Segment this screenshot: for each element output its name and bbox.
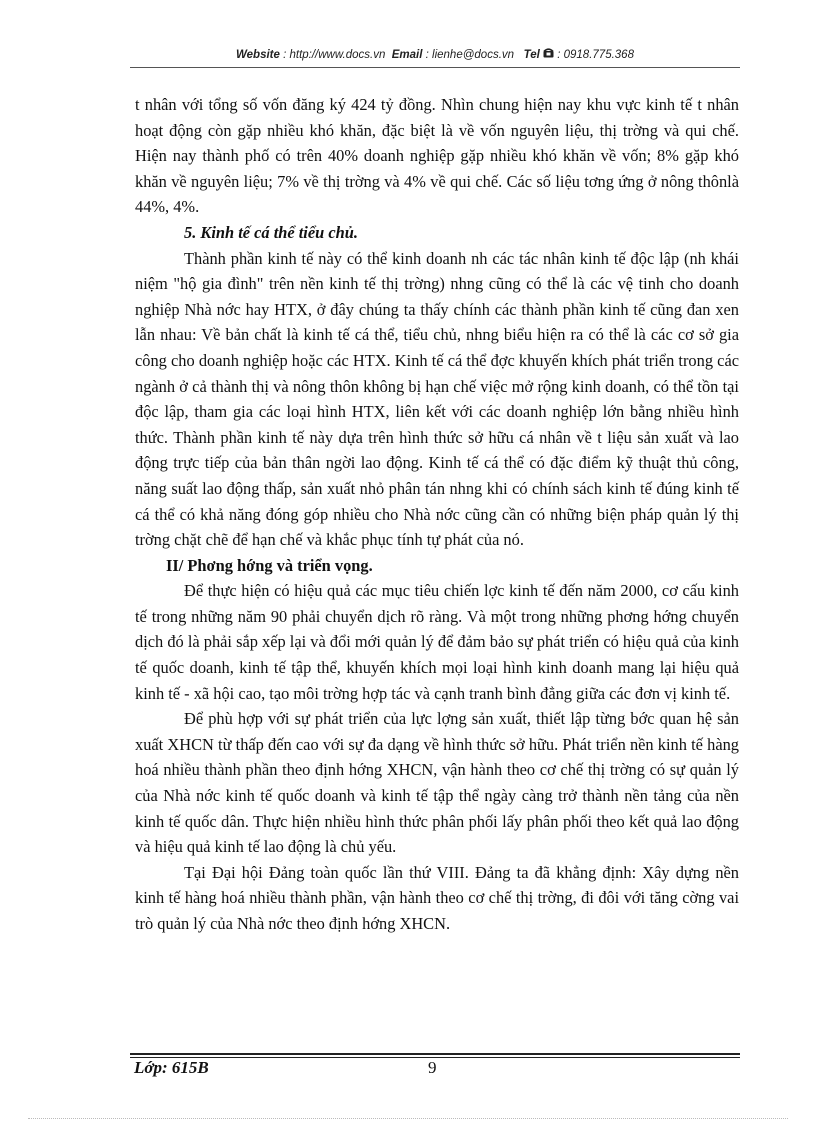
document-body: [135, 92, 739, 937]
paragraph-production-relations: Để phù hợp với sự phát triển của lực lợng sản xuất, thiết lập từng bớc quan hệ sản xuất XHCN từ thấp đến cao với sự đa dạng về hình thức sở hữu. Phát triển nền kinh tế hàng hoá nhiều thành phần theo định hớng XHCN, vận hành theo cơ chế thị trờng có sự quản lý của Nhà nớc kinh tế quốc doanh và kinh tế tập thể ngày càng trở thành nền tảng của nền kinh tế quốc dân. Thực hiện nhiều hình thức phân phối lấy phân phối theo kết quả lao động và hiệu quả kinh tế lao động là chủ yếu.: [135, 709, 739, 857]
section-heading-individual-economy: 5. Kinh tế cá thể tiểu chủ.: [184, 222, 358, 242]
paragraph-party-congress: Tại Đại hội Đảng toàn quốc lần thứ VIII. Đảng ta đã khẳng định: Xây dựng nền kinh tế hàng hoá nhiều thành phần, vận hành theo cơ chế thị trờng, đi đôi với tăng cờng vai trò quản lý của Nhà nớc theo định hớng XHCN.: [135, 862, 739, 933]
phone-icon: [543, 49, 554, 61]
class-label: Lớp: 615B: [134, 1058, 209, 1077]
page-number: 9: [428, 1058, 437, 1077]
email-address: : lienhe@docs.vn: [425, 49, 515, 61]
paragraph-strategy-2000: Để thực hiện có hiệu quả các mục tiêu chiến lợc kinh tế đến năm 2000, cơ cấu kinh tế trong những năm 90 phải chuyển dịch rõ ràng. Và một trong những phơng hớng chuyển dịch đó là phải sắp xếp lại và đổi mới quản lý để đảm bảo sự phát triển có hiệu quả của kinh tế quốc doanh, kinh tế tập thể, khuyến khích mọi loại hình kinh doanh mang lại hiệu quả kinh tế - xã hội cao, tạo môi trờng hợp tác và cạnh tranh bình đẳng giữa các đơn vị kinh tế.: [135, 581, 739, 703]
section-heading-directions: II/ Phơng hớng và triển vọng.: [166, 555, 373, 575]
page-header: [130, 48, 740, 61]
paragraph-individual-economy: Thành phần kinh tế này có thể kinh doanh nh các tác nhân kinh tế độc lập (nh khái niệm "hộ gia đình" trên nền kinh tế thị trờng) nhng cũng có thể là các vệ tinh cho doanh nghiệp Nhà nớc hay HTX, ở đây chúng ta thấy chính các thành phần kinh tế cũng đan xen lẫn nhau: Về bản chất là kinh tế cá thể, tiểu chủ, nhng biểu hiện ra có thể là các cơ sở gia công cho doanh nghiệp hoặc các HTX. Kinh tế cá thể đợc khuyến khích phát triển trong các ngành ở cả thành thị và nông thôn không bị hạn chế việc mở rộng kinh doanh, có thể tồn tại độc lập, tham gia các loại hình HTX, liên kết với các doanh nghiệp lớn bằng nhiều hình thức. Thành phần kinh tế này dựa trên hình thức sở hữu cá nhân về t liệu sản xuất và lao động trực tiếp của bản thân ngời lao động. Kinh tế cá thể có đặc điểm kỹ thuật thủ công, năng suất lao động thấp, sản xuất nhỏ phân tán nhng khi có chính sách kinh tế đúng kinh tế cá thể có khả năng đóng góp nhiều cho Nhà nớc cũng cần có những biện pháp quản lý thị trờng chặt chẽ để hạn chế và khắc phục tính tự phát của nó.: [135, 248, 739, 550]
paragraph-private-economy: t nhân với tổng số vốn đăng ký 424 tỷ đồng. Nhìn chung hiện nay khu vực kinh tế t nhân hoạt động còn gặp nhiều khó khăn, đặc biệt là về vốn nguyên liệu, thị trờng và qui chế. Hiện nay thành phố có trên 40% doanh nghiệp gặp nhiều khó khăn về vốn; 8% gặp khó khăn về nguyên liệu; 7% về thị trờng và 4% về qui chế. Các số liệu tơng ứng ở nông thônlà 44%, 4%.: [135, 95, 739, 217]
tel-label: Tel: [523, 49, 540, 61]
email-label: Email: [391, 49, 423, 61]
page-edge-divider: [28, 1118, 788, 1119]
website-label: Website: [236, 49, 280, 61]
phone-number: : 0918.775.368: [557, 49, 634, 61]
website-url: : http://www.docs.vn: [283, 49, 386, 61]
footer-divider-thick: [130, 1053, 740, 1055]
header-divider: [130, 67, 740, 68]
